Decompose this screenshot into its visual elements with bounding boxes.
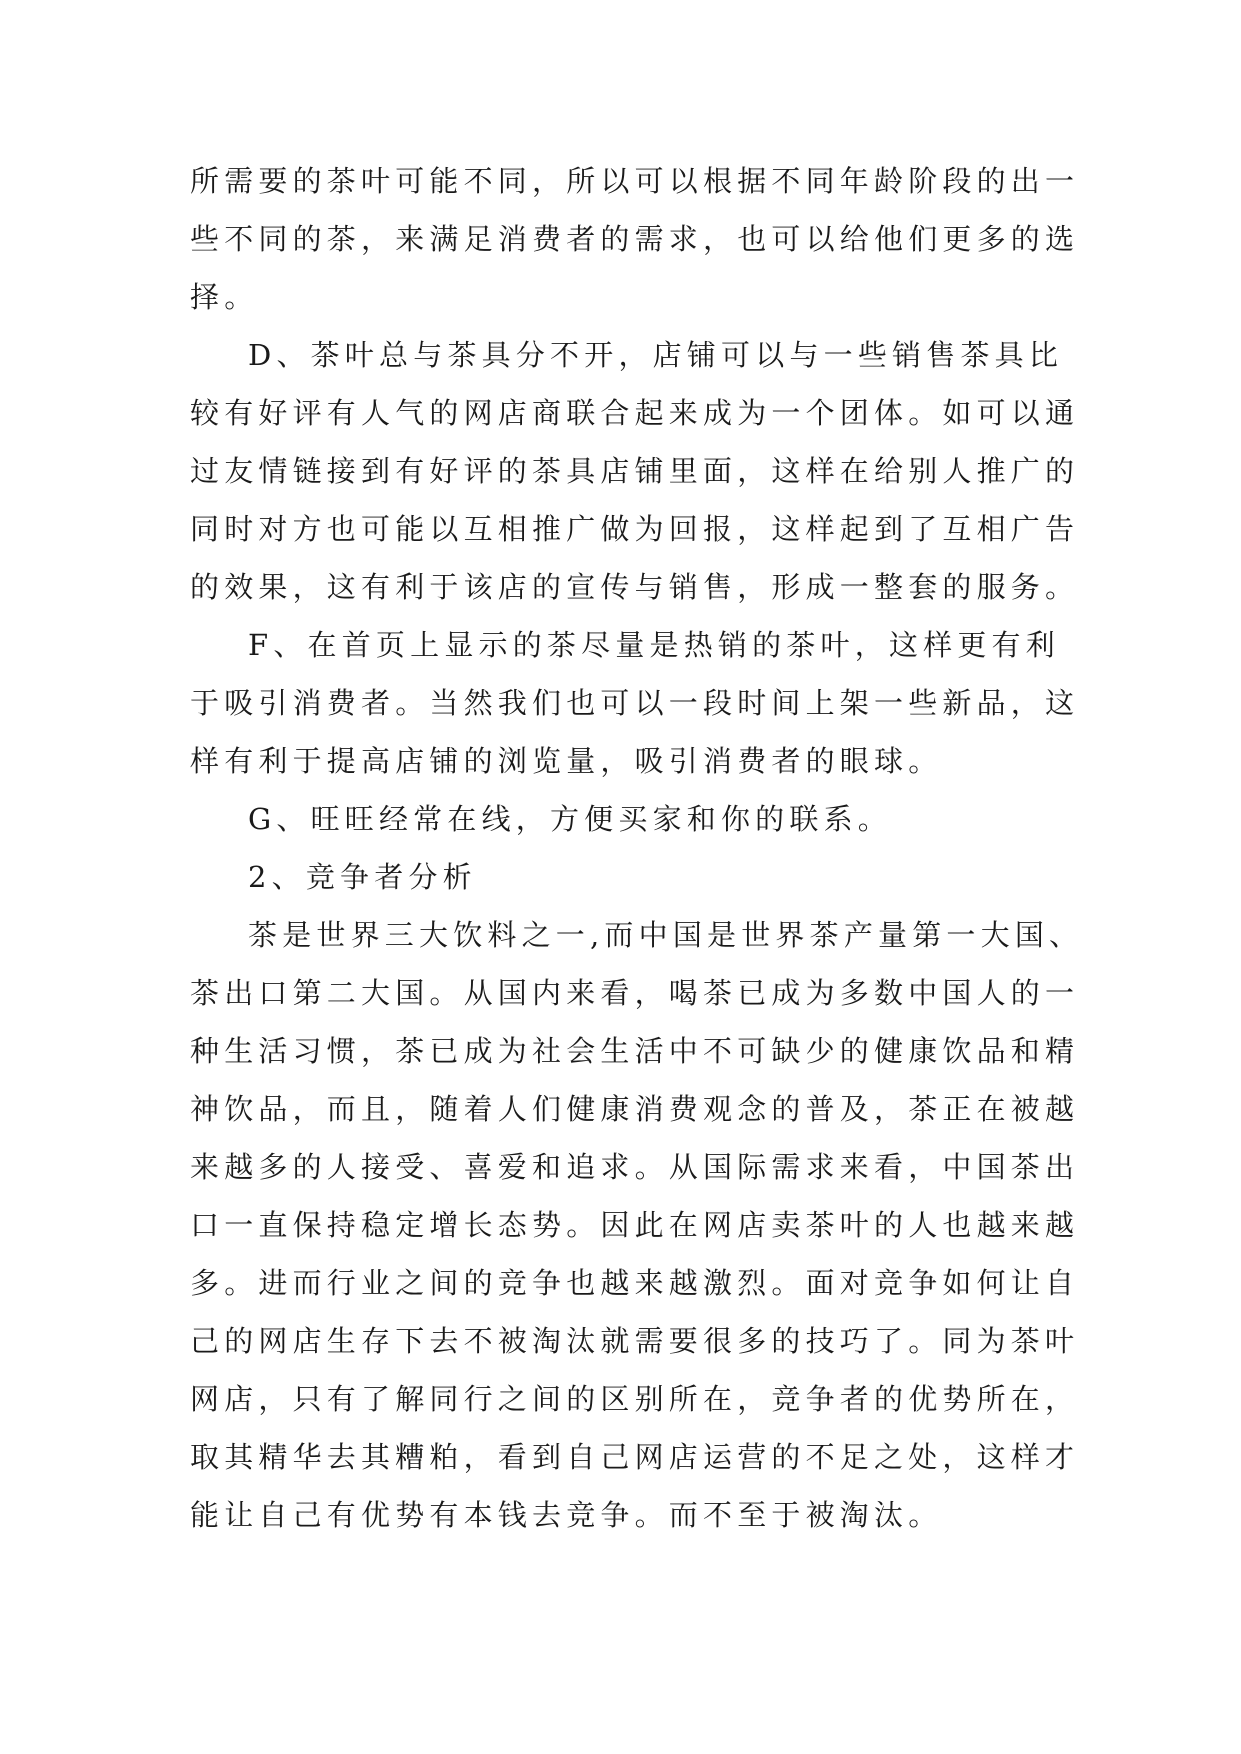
text-line: 样有利于提高店铺的浏览量，吸引消费者的眼球。 — [190, 744, 943, 778]
text-line: 所需要的茶叶可能不同，所以可以根据不同年龄阶段的出一 — [190, 164, 1080, 198]
text-line: 取其精华去其糟粕，看到自己网店运营的不足之处，这样才 — [190, 1440, 1080, 1474]
paragraph-tea-first-line: 茶是世界三大饮料之一,而中国是世界茶产量第一大国、 — [248, 918, 1084, 952]
text-line: 来越多的人接受、喜爱和追求。从国际需求来看，中国茶出 — [190, 1150, 1080, 1184]
text-line: 同时对方也可能以互相推广做为回报，这样起到了互相广告 — [190, 512, 1080, 546]
text-line: 口一直保持稳定增长态势。因此在网店卖茶叶的人也越来越 — [190, 1208, 1080, 1242]
text-line: 择。 — [190, 280, 259, 314]
text-line: 神饮品，而且，随着人们健康消费观念的普及，茶正在被越 — [190, 1092, 1080, 1126]
text-line: 的效果，这有利于该店的宣传与销售，形成一整套的服务。 — [190, 570, 1080, 604]
text-line: 能让自己有优势有本钱去竞争。而不至于被淘汰。 — [190, 1498, 943, 1532]
paragraph-f-first-line: F、在首页上显示的茶尽量是热销的茶叶，这样更有利 — [248, 628, 1060, 662]
text-line: 于吸引消费者。当然我们也可以一段时间上架一些新品，这 — [190, 686, 1080, 720]
text-line: 己的网店生存下去不被淘汰就需要很多的技巧了。同为茶叶 — [190, 1324, 1080, 1358]
paragraph-d-first-line: D、茶叶总与茶具分不开，店铺可以与一些销售茶具比 — [248, 338, 1064, 372]
text-line: 较有好评有人气的网店商联合起来成为一个团体。如可以通 — [190, 396, 1080, 430]
text-line: 茶出口第二大国。从国内来看，喝茶已成为多数中国人的一 — [190, 976, 1080, 1010]
text-line: 种生活习惯，茶已成为社会生活中不可缺少的健康饮品和精 — [190, 1034, 1080, 1068]
text-line: 些不同的茶，来满足消费者的需求，也可以给他们更多的选 — [190, 222, 1080, 256]
text-line: 过友情链接到有好评的茶具店铺里面，这样在给别人推广的 — [190, 454, 1080, 488]
section-heading-competitor-analysis: 2、竞争者分析 — [248, 860, 477, 894]
text-line: 网店，只有了解同行之间的区别所在，竞争者的优势所在， — [190, 1382, 1080, 1416]
paragraph-g: G、旺旺经常在线，方便买家和你的联系。 — [248, 802, 892, 836]
text-line: 多。进而行业之间的竞争也越来越激烈。面对竞争如何让自 — [190, 1266, 1080, 1300]
